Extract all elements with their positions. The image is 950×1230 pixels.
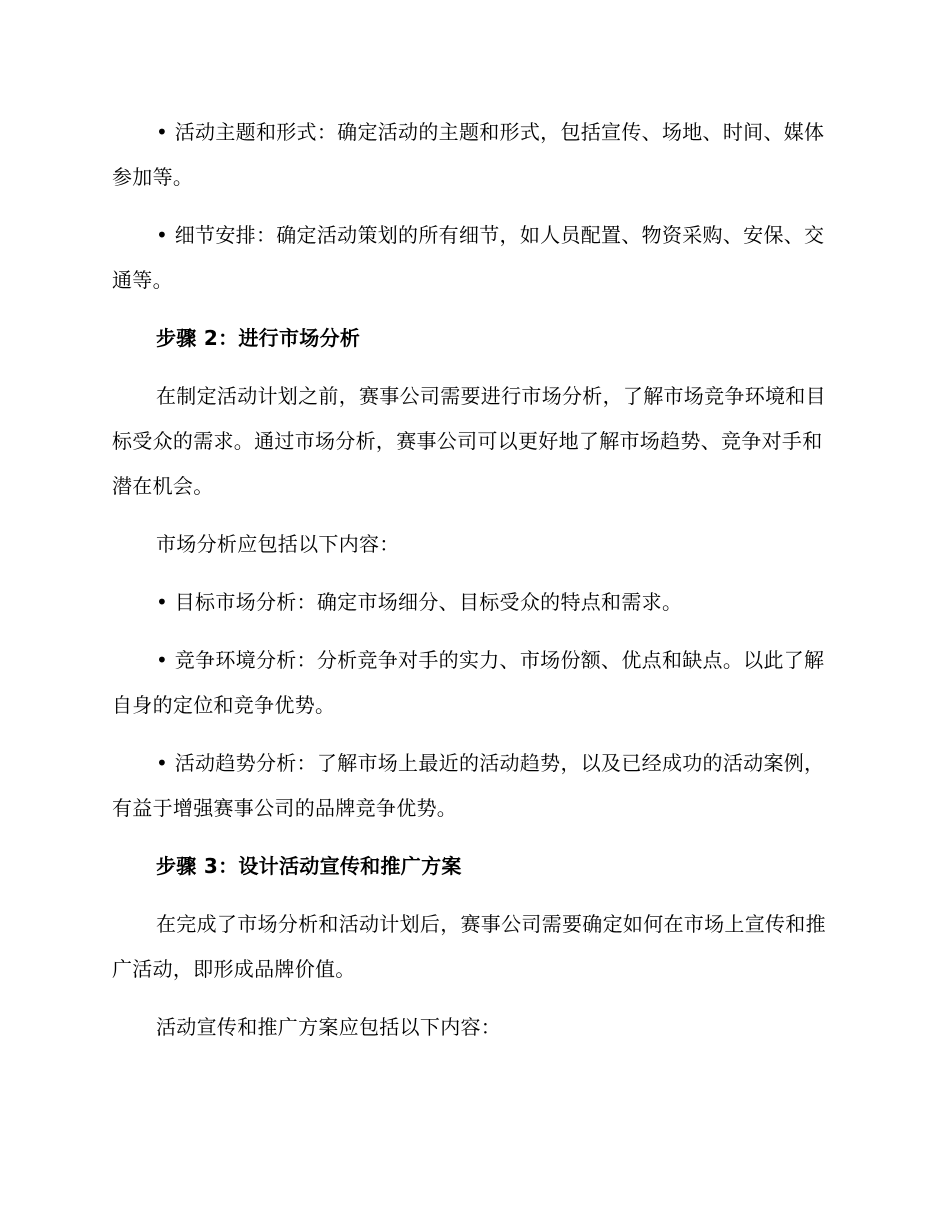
document-page xyxy=(112,110,832,1050)
market-analysis-contents-lead: 市场分析应包括以下内容： xyxy=(156,532,400,556)
promotion-contents-lead: 活动宣传和推广方案应包括以下内容： xyxy=(156,1015,502,1039)
bullet-theme-and-format: • 活动主题和形式：确定活动的主题和形式，包括宣传、场地、时间、媒体参加等。 xyxy=(112,120,825,189)
bullet-activity-trends: • 活动趋势分析：了解市场上最近的活动趋势，以及已经成功的活动案例，有益于增强赛事公司的品牌竞争优势。 xyxy=(112,751,825,820)
bullet-target-market: • 目标市场分析：确定市场细分、目标受众的特点和需求。 xyxy=(156,590,683,614)
bullet-competition-environment: • 竞争环境分析：分析竞争对手的实力、市场份额、优点和缺点。以此了解自身的定位和竞争优势。 xyxy=(112,648,825,717)
step-3-heading: 步骤 3：设计活动宣传和推广方案 xyxy=(156,854,462,878)
step-2-heading: 步骤 2：进行市场分析 xyxy=(156,326,361,350)
market-analysis-intro: 在制定活动计划之前，赛事公司需要进行市场分析，了解市场竞争环境和目标受众的需求。通过市场分析，赛事公司可以更好地了解市场趋势、竞争对手和潜在机会。 xyxy=(112,384,826,498)
bullet-detail-arrangement: • 细节安排：确定活动策划的所有细节，如人员配置、物资采购、安保、交通等。 xyxy=(112,223,825,292)
promotion-intro: 在完成了市场分析和活动计划后，赛事公司需要确定如何在市场上宣传和推广活动，即形成品牌价值。 xyxy=(112,912,826,981)
